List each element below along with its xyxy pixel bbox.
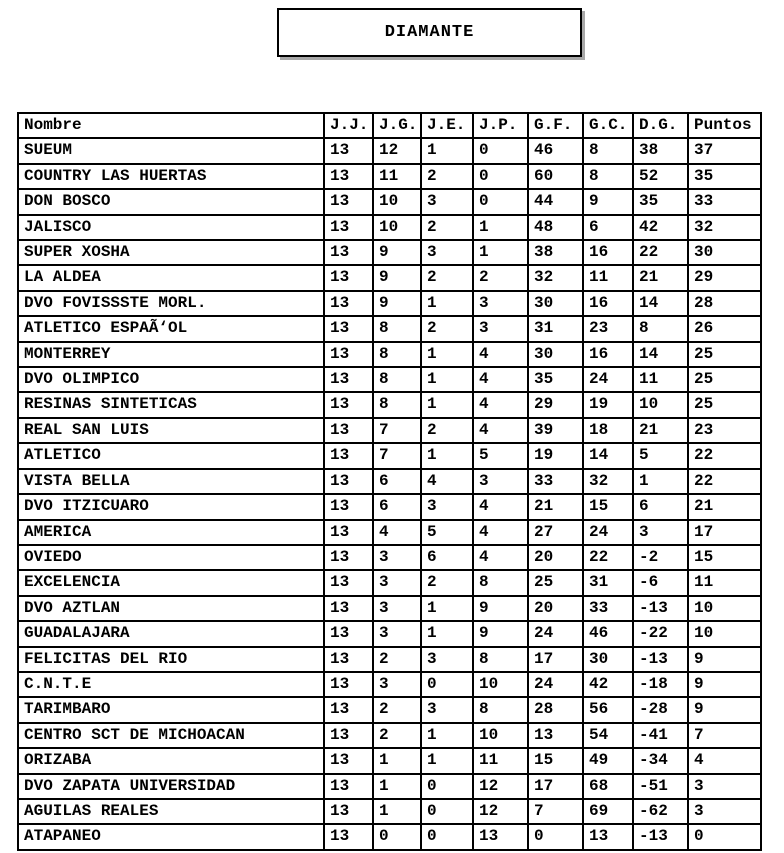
puntos-cell: 11: [688, 570, 761, 595]
gf-cell: 24: [528, 621, 583, 646]
jg-cell: 3: [373, 570, 421, 595]
jg-cell: 10: [373, 215, 421, 240]
je-cell: 1: [421, 723, 473, 748]
team-name-cell: VISTA BELLA: [18, 469, 324, 494]
gf-cell: 7: [528, 799, 583, 824]
dg-cell: 21: [633, 265, 688, 290]
dg-cell: 14: [633, 342, 688, 367]
puntos-cell: 35: [688, 164, 761, 189]
gc-cell: 24: [583, 520, 633, 545]
jg-cell: 6: [373, 469, 421, 494]
jp-cell: 4: [473, 494, 528, 519]
jp-cell: 8: [473, 647, 528, 672]
column-header-puntos: Puntos: [688, 113, 761, 138]
gc-cell: 54: [583, 723, 633, 748]
jj-cell: 13: [324, 723, 373, 748]
gf-cell: 30: [528, 291, 583, 316]
jg-cell: 1: [373, 748, 421, 773]
team-name-cell: DVO ITZICUARO: [18, 494, 324, 519]
gc-cell: 31: [583, 570, 633, 595]
gc-cell: 16: [583, 342, 633, 367]
gc-cell: 24: [583, 367, 633, 392]
dg-cell: 42: [633, 215, 688, 240]
puntos-cell: 9: [688, 672, 761, 697]
puntos-cell: 10: [688, 596, 761, 621]
column-header-jj: J.J.: [324, 113, 373, 138]
je-cell: 0: [421, 774, 473, 799]
table-row: [18, 265, 761, 290]
jg-cell: 3: [373, 672, 421, 697]
jp-cell: 2: [473, 265, 528, 290]
puntos-cell: 21: [688, 494, 761, 519]
gf-cell: 39: [528, 418, 583, 443]
jj-cell: 13: [324, 418, 373, 443]
jg-cell: 9: [373, 240, 421, 265]
gf-cell: 60: [528, 164, 583, 189]
je-cell: 2: [421, 570, 473, 595]
jj-cell: 13: [324, 570, 373, 595]
jj-cell: 13: [324, 240, 373, 265]
gc-cell: 18: [583, 418, 633, 443]
jj-cell: 13: [324, 545, 373, 570]
jg-cell: 9: [373, 265, 421, 290]
jg-cell: 1: [373, 774, 421, 799]
table-row: [18, 469, 761, 494]
je-cell: 4: [421, 469, 473, 494]
puntos-cell: 17: [688, 520, 761, 545]
table-row: [18, 392, 761, 417]
gf-cell: 27: [528, 520, 583, 545]
gf-cell: 24: [528, 672, 583, 697]
table-row: [18, 799, 761, 824]
jp-cell: 4: [473, 367, 528, 392]
team-name-cell: REAL SAN LUIS: [18, 418, 324, 443]
puntos-cell: 4: [688, 748, 761, 773]
puntos-cell: 9: [688, 647, 761, 672]
jj-cell: 13: [324, 799, 373, 824]
je-cell: 1: [421, 342, 473, 367]
dg-cell: 6: [633, 494, 688, 519]
gc-cell: 23: [583, 316, 633, 341]
puntos-cell: 25: [688, 392, 761, 417]
puntos-cell: 9: [688, 697, 761, 722]
gc-cell: 22: [583, 545, 633, 570]
gc-cell: 46: [583, 621, 633, 646]
dg-cell: -62: [633, 799, 688, 824]
jj-cell: 13: [324, 494, 373, 519]
gc-cell: 16: [583, 240, 633, 265]
je-cell: 3: [421, 697, 473, 722]
jg-cell: 0: [373, 824, 421, 849]
gc-cell: 11: [583, 265, 633, 290]
jj-cell: 13: [324, 748, 373, 773]
jj-cell: 13: [324, 138, 373, 163]
je-cell: 2: [421, 164, 473, 189]
jg-cell: 11: [373, 164, 421, 189]
gf-cell: 13: [528, 723, 583, 748]
puntos-cell: 25: [688, 367, 761, 392]
je-cell: 1: [421, 138, 473, 163]
jj-cell: 13: [324, 316, 373, 341]
dg-cell: -28: [633, 697, 688, 722]
page-title: DIAMANTE: [384, 23, 475, 42]
gc-cell: 30: [583, 647, 633, 672]
dg-cell: 14: [633, 291, 688, 316]
dg-cell: -41: [633, 723, 688, 748]
jp-cell: 10: [473, 672, 528, 697]
jj-cell: 13: [324, 596, 373, 621]
dg-cell: -6: [633, 570, 688, 595]
puntos-cell: 15: [688, 545, 761, 570]
je-cell: 2: [421, 215, 473, 240]
jj-cell: 13: [324, 774, 373, 799]
dg-cell: -2: [633, 545, 688, 570]
dg-cell: 8: [633, 316, 688, 341]
jg-cell: 8: [373, 342, 421, 367]
gc-cell: 13: [583, 824, 633, 849]
team-name-cell: FELICITAS DEL RIO: [18, 647, 324, 672]
je-cell: 2: [421, 316, 473, 341]
table-row: [18, 570, 761, 595]
jp-cell: 3: [473, 469, 528, 494]
gc-cell: 16: [583, 291, 633, 316]
gf-cell: 33: [528, 469, 583, 494]
table-row: [18, 367, 761, 392]
jp-cell: 10: [473, 723, 528, 748]
jp-cell: 13: [473, 824, 528, 849]
gf-cell: 17: [528, 774, 583, 799]
team-name-cell: DON BOSCO: [18, 189, 324, 214]
team-name-cell: SUEUM: [18, 138, 324, 163]
dg-cell: 3: [633, 520, 688, 545]
je-cell: 2: [421, 265, 473, 290]
gc-cell: 8: [583, 138, 633, 163]
jj-cell: 13: [324, 367, 373, 392]
je-cell: 3: [421, 189, 473, 214]
gf-cell: 38: [528, 240, 583, 265]
team-name-cell: CENTRO SCT DE MICHOACAN: [18, 723, 324, 748]
puntos-cell: 30: [688, 240, 761, 265]
jj-cell: 13: [324, 265, 373, 290]
jp-cell: 4: [473, 392, 528, 417]
puntos-cell: 29: [688, 265, 761, 290]
jp-cell: 9: [473, 621, 528, 646]
jp-cell: 4: [473, 342, 528, 367]
jg-cell: 2: [373, 723, 421, 748]
jp-cell: 9: [473, 596, 528, 621]
je-cell: 1: [421, 621, 473, 646]
dg-cell: -51: [633, 774, 688, 799]
puntos-cell: 10: [688, 621, 761, 646]
jg-cell: 6: [373, 494, 421, 519]
dg-cell: -18: [633, 672, 688, 697]
gc-cell: 9: [583, 189, 633, 214]
je-cell: 1: [421, 748, 473, 773]
jj-cell: 13: [324, 647, 373, 672]
jp-cell: 3: [473, 291, 528, 316]
team-name-cell: TARIMBARO: [18, 697, 324, 722]
team-name-cell: DVO FOVISSSTE MORL.: [18, 291, 324, 316]
table-row: [18, 138, 761, 163]
gf-cell: 0: [528, 824, 583, 849]
gc-cell: 69: [583, 799, 633, 824]
table-row: [18, 164, 761, 189]
jp-cell: 0: [473, 138, 528, 163]
dg-cell: 52: [633, 164, 688, 189]
table-row: [18, 520, 761, 545]
je-cell: 1: [421, 596, 473, 621]
jg-cell: 8: [373, 392, 421, 417]
column-header-gc: G.C.: [583, 113, 633, 138]
dg-cell: 35: [633, 189, 688, 214]
gf-cell: 19: [528, 443, 583, 468]
dg-cell: -13: [633, 647, 688, 672]
jp-cell: 8: [473, 697, 528, 722]
jg-cell: 2: [373, 697, 421, 722]
jg-cell: 1: [373, 799, 421, 824]
puntos-cell: 28: [688, 291, 761, 316]
jj-cell: 13: [324, 697, 373, 722]
puntos-cell: 22: [688, 469, 761, 494]
team-name-cell: ORIZABA: [18, 748, 324, 773]
jj-cell: 13: [324, 672, 373, 697]
je-cell: 5: [421, 520, 473, 545]
je-cell: 2: [421, 418, 473, 443]
jj-cell: 13: [324, 291, 373, 316]
jj-cell: 13: [324, 189, 373, 214]
je-cell: 0: [421, 824, 473, 849]
team-name-cell: OVIEDO: [18, 545, 324, 570]
column-header-jp: J.P.: [473, 113, 528, 138]
jp-cell: 1: [473, 215, 528, 240]
gc-cell: 19: [583, 392, 633, 417]
gf-cell: 48: [528, 215, 583, 240]
jg-cell: 4: [373, 520, 421, 545]
standings-body: [18, 138, 761, 849]
gf-cell: 30: [528, 342, 583, 367]
puntos-cell: 7: [688, 723, 761, 748]
jp-cell: 12: [473, 799, 528, 824]
jp-cell: 5: [473, 443, 528, 468]
team-name-cell: DVO AZTLAN: [18, 596, 324, 621]
gf-cell: 20: [528, 545, 583, 570]
jj-cell: 13: [324, 392, 373, 417]
title-box: [277, 8, 582, 57]
jg-cell: 8: [373, 367, 421, 392]
table-row: [18, 418, 761, 443]
team-name-cell: MONTERREY: [18, 342, 324, 367]
gf-cell: 25: [528, 570, 583, 595]
jp-cell: 4: [473, 545, 528, 570]
jg-cell: 7: [373, 418, 421, 443]
jj-cell: 13: [324, 342, 373, 367]
jp-cell: 4: [473, 520, 528, 545]
je-cell: 0: [421, 799, 473, 824]
gf-cell: 32: [528, 265, 583, 290]
team-name-cell: AMERICA: [18, 520, 324, 545]
puntos-cell: 3: [688, 799, 761, 824]
je-cell: 3: [421, 494, 473, 519]
header-row: [18, 113, 761, 138]
jg-cell: 3: [373, 545, 421, 570]
je-cell: 1: [421, 443, 473, 468]
jj-cell: 13: [324, 520, 373, 545]
puntos-cell: 37: [688, 138, 761, 163]
jg-cell: 9: [373, 291, 421, 316]
table-row: [18, 291, 761, 316]
jp-cell: 11: [473, 748, 528, 773]
gc-cell: 33: [583, 596, 633, 621]
jg-cell: 7: [373, 443, 421, 468]
je-cell: 1: [421, 291, 473, 316]
je-cell: 3: [421, 647, 473, 672]
dg-cell: 11: [633, 367, 688, 392]
standings-table: [17, 112, 762, 851]
table-row: [18, 774, 761, 799]
table-row: [18, 596, 761, 621]
team-name-cell: RESINAS SINTETICAS: [18, 392, 324, 417]
gf-cell: 46: [528, 138, 583, 163]
jp-cell: 3: [473, 316, 528, 341]
puntos-cell: 26: [688, 316, 761, 341]
je-cell: 6: [421, 545, 473, 570]
dg-cell: 21: [633, 418, 688, 443]
team-name-cell: DVO OLIMPICO: [18, 367, 324, 392]
gf-cell: 29: [528, 392, 583, 417]
gc-cell: 68: [583, 774, 633, 799]
jj-cell: 13: [324, 621, 373, 646]
gc-cell: 15: [583, 494, 633, 519]
team-name-cell: EXCELENCIA: [18, 570, 324, 595]
team-name-cell: ATLETICO: [18, 443, 324, 468]
team-name-cell: LA ALDEA: [18, 265, 324, 290]
jg-cell: 12: [373, 138, 421, 163]
team-name-cell: SUPER XOSHA: [18, 240, 324, 265]
jg-cell: 8: [373, 316, 421, 341]
team-name-cell: COUNTRY LAS HUERTAS: [18, 164, 324, 189]
column-header-gf: G.F.: [528, 113, 583, 138]
table-row: [18, 824, 761, 849]
table-row: [18, 316, 761, 341]
gc-cell: 49: [583, 748, 633, 773]
team-name-cell: ATLETICO ESPAÃ‘OL: [18, 316, 324, 341]
team-name-cell: GUADALAJARA: [18, 621, 324, 646]
team-name-cell: ATAPANEO: [18, 824, 324, 849]
gf-cell: 17: [528, 647, 583, 672]
gf-cell: 31: [528, 316, 583, 341]
puntos-cell: 25: [688, 342, 761, 367]
jp-cell: 8: [473, 570, 528, 595]
gf-cell: 21: [528, 494, 583, 519]
table-row: [18, 723, 761, 748]
team-name-cell: JALISCO: [18, 215, 324, 240]
dg-cell: 22: [633, 240, 688, 265]
table-row: [18, 748, 761, 773]
table-row: [18, 240, 761, 265]
puntos-cell: 0: [688, 824, 761, 849]
table-row: [18, 494, 761, 519]
dg-cell: -13: [633, 824, 688, 849]
jj-cell: 13: [324, 164, 373, 189]
jj-cell: 13: [324, 443, 373, 468]
dg-cell: -22: [633, 621, 688, 646]
gc-cell: 14: [583, 443, 633, 468]
table-row: [18, 647, 761, 672]
jg-cell: 3: [373, 621, 421, 646]
gc-cell: 42: [583, 672, 633, 697]
column-header-dg: D.G.: [633, 113, 688, 138]
team-name-cell: DVO ZAPATA UNIVERSIDAD: [18, 774, 324, 799]
jp-cell: 0: [473, 164, 528, 189]
team-name-cell: C.N.T.E: [18, 672, 324, 697]
table-row: [18, 545, 761, 570]
table-row: [18, 215, 761, 240]
puntos-cell: 22: [688, 443, 761, 468]
dg-cell: -34: [633, 748, 688, 773]
gf-cell: 20: [528, 596, 583, 621]
gf-cell: 35: [528, 367, 583, 392]
jp-cell: 12: [473, 774, 528, 799]
gc-cell: 6: [583, 215, 633, 240]
gf-cell: 28: [528, 697, 583, 722]
column-header-je: J.E.: [421, 113, 473, 138]
dg-cell: 1: [633, 469, 688, 494]
jj-cell: 13: [324, 469, 373, 494]
table-row: [18, 621, 761, 646]
puntos-cell: 23: [688, 418, 761, 443]
table-row: [18, 443, 761, 468]
jj-cell: 13: [324, 215, 373, 240]
column-header-jg: J.G.: [373, 113, 421, 138]
jp-cell: 1: [473, 240, 528, 265]
gc-cell: 32: [583, 469, 633, 494]
je-cell: 1: [421, 392, 473, 417]
puntos-cell: 33: [688, 189, 761, 214]
jg-cell: 3: [373, 596, 421, 621]
gf-cell: 44: [528, 189, 583, 214]
table-row: [18, 672, 761, 697]
jp-cell: 0: [473, 189, 528, 214]
je-cell: 3: [421, 240, 473, 265]
puntos-cell: 3: [688, 774, 761, 799]
dg-cell: 10: [633, 392, 688, 417]
dg-cell: 5: [633, 443, 688, 468]
jg-cell: 10: [373, 189, 421, 214]
dg-cell: -13: [633, 596, 688, 621]
gc-cell: 56: [583, 697, 633, 722]
jp-cell: 4: [473, 418, 528, 443]
gf-cell: 15: [528, 748, 583, 773]
team-name-cell: AGUILAS REALES: [18, 799, 324, 824]
column-header-nombre: Nombre: [18, 113, 324, 138]
table-row: [18, 342, 761, 367]
table-row: [18, 189, 761, 214]
dg-cell: 38: [633, 138, 688, 163]
je-cell: 1: [421, 367, 473, 392]
je-cell: 0: [421, 672, 473, 697]
puntos-cell: 32: [688, 215, 761, 240]
gc-cell: 8: [583, 164, 633, 189]
jg-cell: 2: [373, 647, 421, 672]
table-row: [18, 697, 761, 722]
jj-cell: 13: [324, 824, 373, 849]
